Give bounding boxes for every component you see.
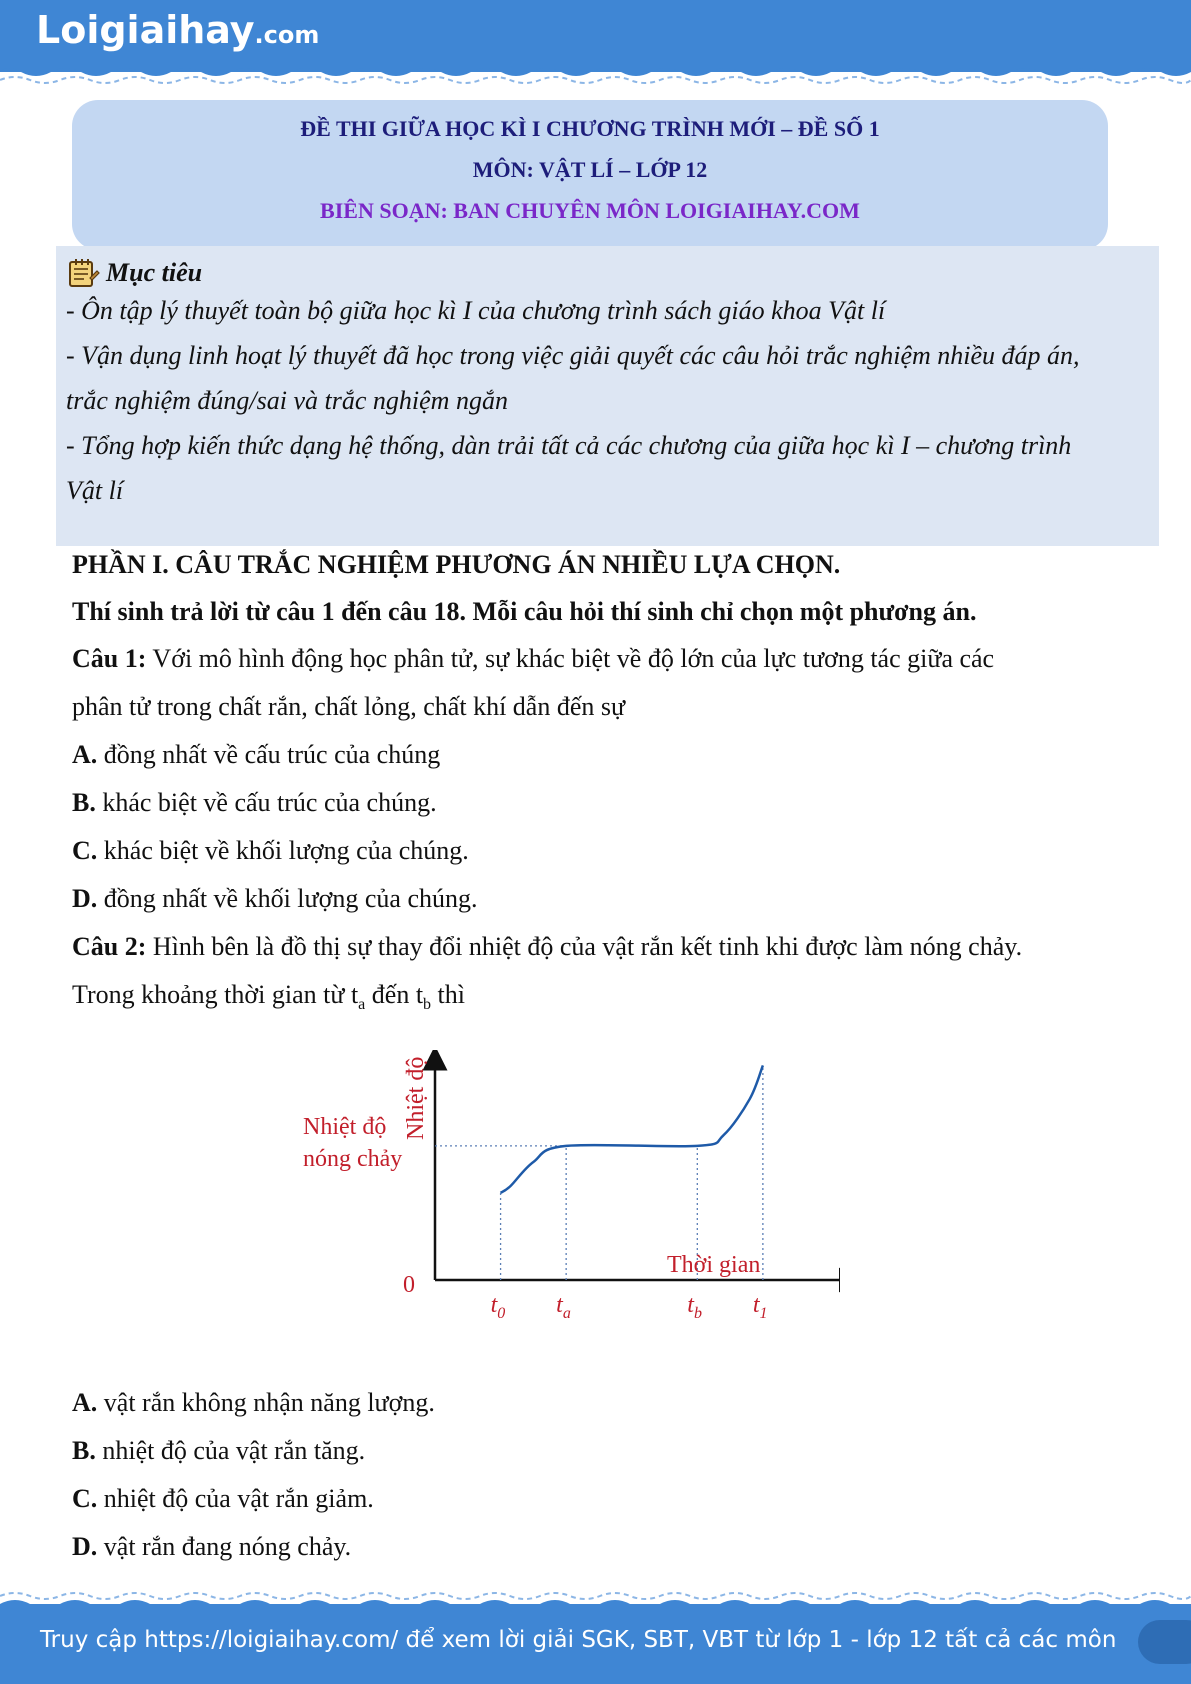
q2-text-mid: đến t xyxy=(365,980,424,1009)
logo-suffix: .com xyxy=(254,21,320,49)
option-letter: A. xyxy=(72,1388,98,1417)
exam-subject: MÔN: VẬT LÍ – LỚP 12 xyxy=(472,157,708,182)
option-text: khác biệt về cấu trúc của chúng. xyxy=(95,788,437,817)
question-2 xyxy=(72,932,1022,962)
q2-option-b[interactable] xyxy=(72,1436,365,1466)
objective-line: - Tổng hợp kiến thức dạng hệ thống, dàn trải tất cả các chương của giữa học kì I – chương trình xyxy=(66,431,1072,460)
q1-option-c[interactable] xyxy=(72,836,469,866)
option-text: nhiệt độ của vật rắn giảm. xyxy=(97,1484,374,1513)
header-wave xyxy=(0,60,1191,86)
objective-line: - Vận dụng linh hoạt lý thuyết đã học trong việc giải quyết các câu hỏi trắc nghiệm nhiều đáp án, xyxy=(66,341,1080,370)
melting-label-line2: nóng chảy xyxy=(303,1145,403,1172)
footer-tab xyxy=(1138,1620,1191,1664)
q2-text-suffix: thì xyxy=(431,980,465,1009)
option-letter: C. xyxy=(72,836,98,865)
option-text: vật rắn đang nóng chảy. xyxy=(97,1532,352,1561)
part1-instruction: Thí sinh trả lời từ câu 1 đến câu 18. Mỗi câu hỏi thí sinh chỉ chọn một phương án. xyxy=(72,597,977,626)
q2-option-c[interactable] xyxy=(72,1484,374,1514)
logo-main: Loigiaihay xyxy=(36,8,255,52)
objectives-heading-text: Mục tiêu xyxy=(106,258,203,287)
option-letter: B. xyxy=(72,788,96,817)
objectives-box xyxy=(56,246,1159,546)
temperature-curve xyxy=(501,1065,763,1192)
q2-option-d[interactable] xyxy=(72,1532,351,1562)
exam-title: ĐỀ THI GIỮA HỌC KÌ I CHƯƠNG TRÌNH MỚI – ĐỀ SỐ 1 xyxy=(300,116,880,141)
q1-option-a[interactable] xyxy=(72,740,440,770)
exam-title-card xyxy=(72,100,1108,250)
q1-option-d[interactable] xyxy=(72,884,478,914)
question-2-text: Hình bên là đồ thị sự thay đổi nhiệt độ của vật rắn kết tinh khi được làm nóng chảy. xyxy=(146,932,1023,961)
option-text: nhiệt độ của vật rắn tăng. xyxy=(95,1436,366,1465)
option-text: vật rắn không nhận năng lượng. xyxy=(97,1388,435,1417)
option-letter: A. xyxy=(72,740,98,769)
question-2-text-cont xyxy=(72,980,465,1014)
y-axis-label: Nhiệt độ xyxy=(403,1056,429,1140)
x-tick-label: $t_b$ xyxy=(687,1292,702,1322)
x-tick-label: $t_0$ xyxy=(490,1292,506,1322)
part1-heading: PHẦN I. CÂU TRẮC NGHIỆM PHƯƠNG ÁN NHIỀU LỰA CHỌN. xyxy=(72,550,841,579)
q2-sub-a: a xyxy=(358,996,366,1014)
option-text: khác biệt về khối lượng của chúng. xyxy=(97,836,469,865)
site-logo[interactable] xyxy=(36,8,319,52)
question-2-label: Câu 2: xyxy=(72,932,147,961)
question-1 xyxy=(72,644,994,674)
question-1-text-cont: phân tử trong chất rắn, chất lỏng, chất khí dẫn đến sự xyxy=(72,692,626,721)
objective-line: Vật lí xyxy=(66,476,124,505)
exam-editor: BIÊN SOẠN: BAN CHUYÊN MÔN LOIGIAIHAY.COM xyxy=(320,198,860,223)
notepad-icon xyxy=(66,256,100,290)
option-letter: D. xyxy=(72,884,98,913)
q2-sub-b: b xyxy=(423,996,432,1014)
footer-link-text[interactable]: Truy cập https://loigiaihay.com/ để xem lời giải SGK, SBT, VBT từ lớp 1 - lớp 12 tất cả các môn xyxy=(40,1627,1117,1653)
question-1-text: Với mô hình động học phân tử, sự khác biệt về độ lớn của lực tương tác giữa các xyxy=(146,644,995,673)
option-text: đồng nhất về cấu trúc của chúng xyxy=(97,740,441,769)
origin-label: 0 xyxy=(403,1272,415,1298)
temperature-time-chart xyxy=(300,1050,840,1370)
option-letter: C. xyxy=(72,1484,98,1513)
objective-line: trắc nghiệm đúng/sai và trắc nghiệm ngắn xyxy=(66,386,508,415)
x-tick-label: $t_a$ xyxy=(556,1292,571,1322)
q1-option-b[interactable] xyxy=(72,788,437,818)
option-text: đồng nhất về khối lượng của chúng. xyxy=(97,884,478,913)
x-tick-label: $t_1$ xyxy=(752,1292,768,1322)
melting-label-line1: Nhiệt độ xyxy=(303,1113,387,1140)
objectives-heading xyxy=(66,256,202,290)
option-letter: D. xyxy=(72,1532,98,1561)
option-letter: B. xyxy=(72,1436,96,1465)
x-axis-label: Thời gian xyxy=(667,1252,761,1278)
q2-option-a[interactable] xyxy=(72,1388,435,1418)
q2-text-prefix: Trong khoảng thời gian từ t xyxy=(72,980,359,1009)
objective-line: - Ôn tập lý thuyết toàn bộ giữa học kì I của chương trình sách giáo khoa Vật lí xyxy=(66,296,886,325)
question-1-label: Câu 1: xyxy=(72,644,147,673)
